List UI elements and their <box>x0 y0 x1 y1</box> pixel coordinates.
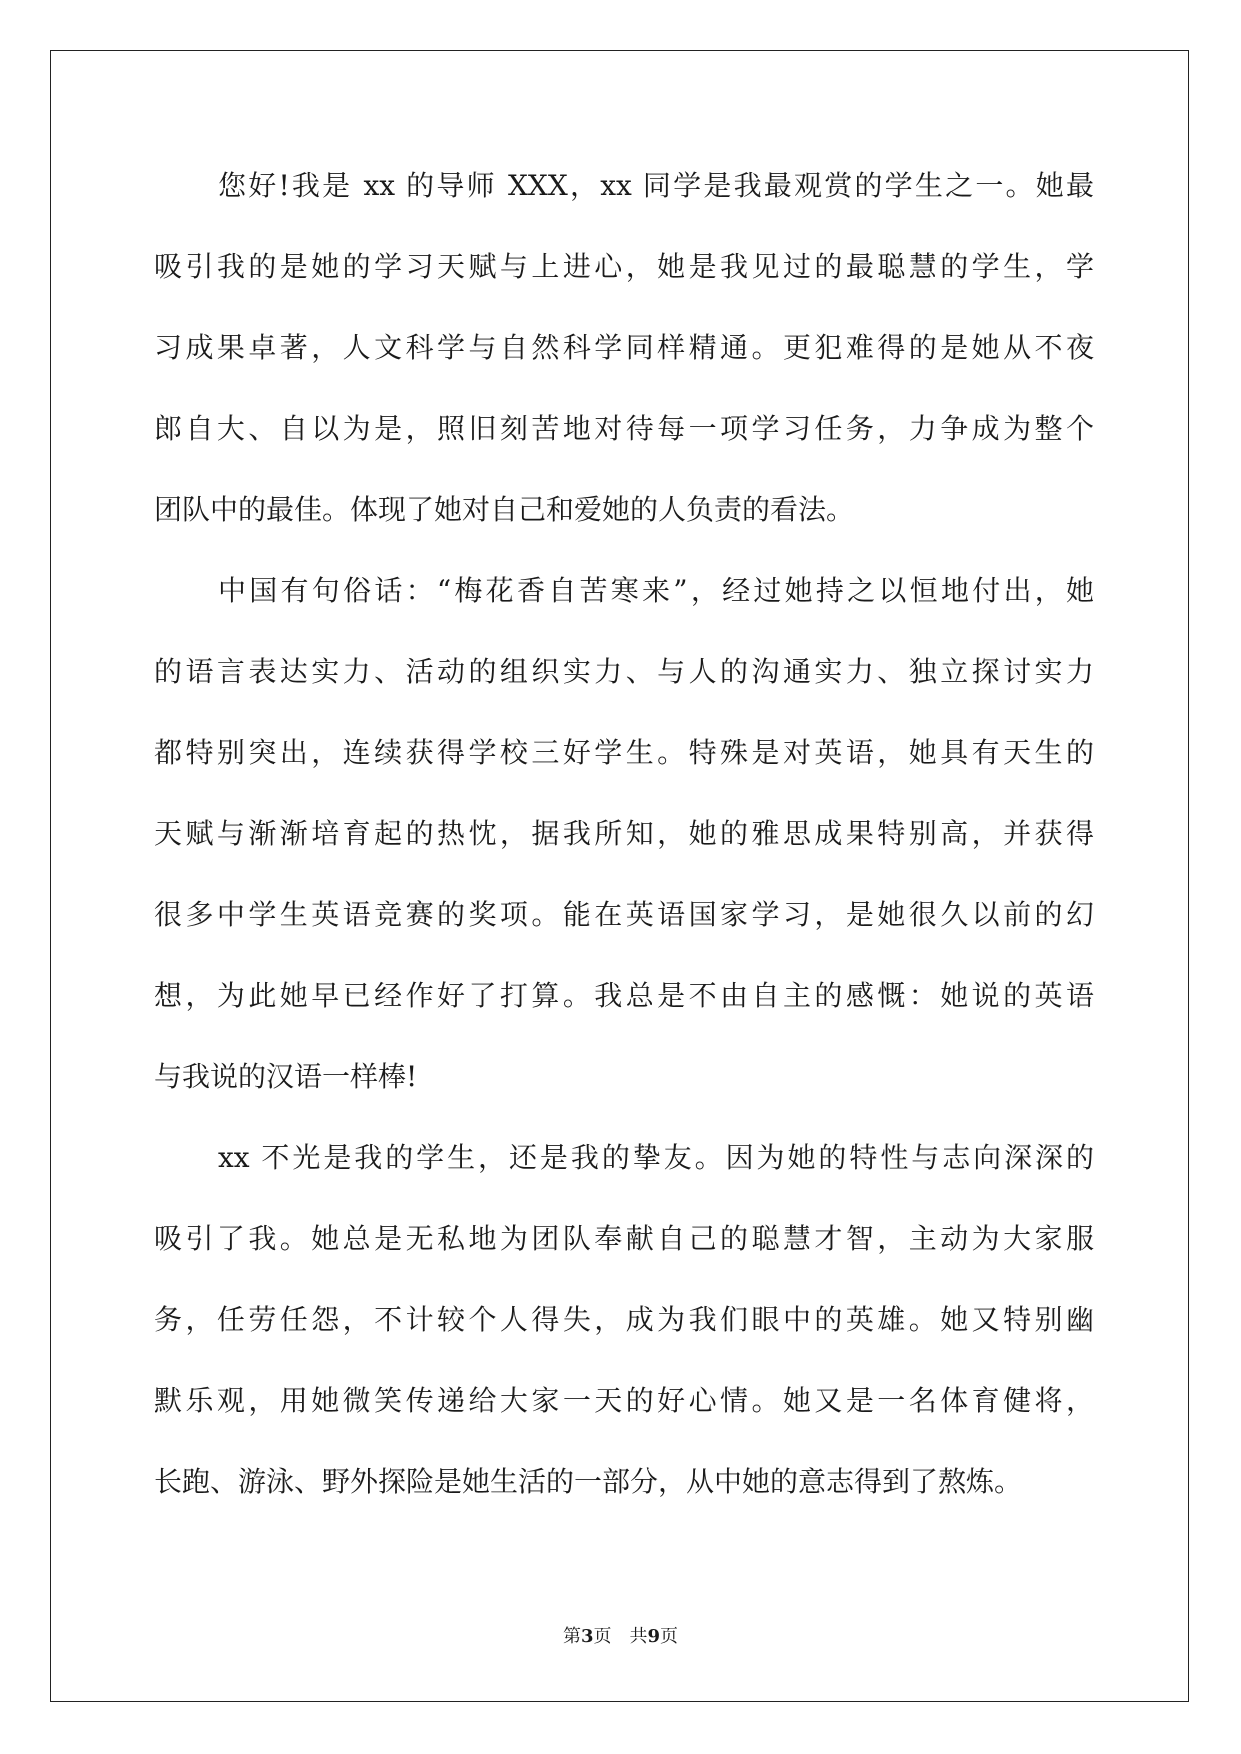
text-line: 中国有句俗话：“梅花香自苦寒来”，经过她持之以恒地付出，她 <box>218 574 1094 607</box>
total-prefix: 共 <box>629 1626 648 1647</box>
text-line: 习成果卓著，人文科学与自然科学同样精通。更犯难得的是她从不夜 <box>154 331 1094 364</box>
text-line: 郎自大、自以为是，照旧刻苦地对待每一项学习任务，力争成为整个 <box>154 412 1094 445</box>
text-line: 很多中学生英语竞赛的奖项。能在英语国家学习，是她很久以前的幻 <box>154 898 1094 931</box>
text-line: 与我说的汉语一样棒! <box>154 1060 418 1093</box>
text-line: 的语言表达实力、活动的组织实力、与人的沟通实力、独立探讨实力 <box>154 655 1094 688</box>
text-line: 吸引了我。她总是无私地为团队奉献自己的聪慧才智，主动为大家服 <box>154 1222 1094 1255</box>
paragraph-2 <box>154 565 1094 1132</box>
paragraph-1 <box>154 160 1094 565</box>
text-line: 务，任劳任怨，不计较个人得失，成为我们眼中的英雄。她又特别幽 <box>154 1303 1094 1336</box>
text-line: xx 不光是我的学生，还是我的挚友。因为她的特性与志向深深的 <box>218 1141 1094 1174</box>
text-line: 默乐观，用她微笑传递给大家一天的好心情。她又是一名体育健将， <box>154 1384 1094 1417</box>
page-number: 3 <box>580 1626 594 1647</box>
text-line: 都特别突出，连续获得学校三好学生。特殊是对英语，她具有天生的 <box>154 736 1094 769</box>
total-pages: 9 <box>647 1626 661 1647</box>
text-line: 您好!我是 xx 的导师 XXX，xx 同学是我最观赏的学生之一。她最 <box>218 169 1094 202</box>
text-line: 团队中的最佳。体现了她对自己和爱她的人负责的看法。 <box>154 493 855 526</box>
paragraph-3 <box>154 1132 1094 1537</box>
page-prefix: 第 <box>562 1626 581 1647</box>
text-line: 长跑、游泳、野外探险是她生活的一部分，从中她的意志得到了熬炼。 <box>154 1465 1023 1498</box>
page-footer <box>0 1622 1241 1648</box>
text-line: 想，为此她早已经作好了打算。我总是不由自主的感慨：她说的英语 <box>154 979 1094 1012</box>
document-body <box>154 160 1094 1537</box>
text-line: 吸引我的是她的学习天赋与上进心，她是我见过的最聪慧的学生，学 <box>154 250 1094 283</box>
page-suffix: 页 <box>593 1626 612 1647</box>
text-line: 天赋与渐渐培育起的热忱，据我所知，她的雅思成果特别高，并获得 <box>154 817 1094 850</box>
total-suffix: 页 <box>660 1626 679 1647</box>
